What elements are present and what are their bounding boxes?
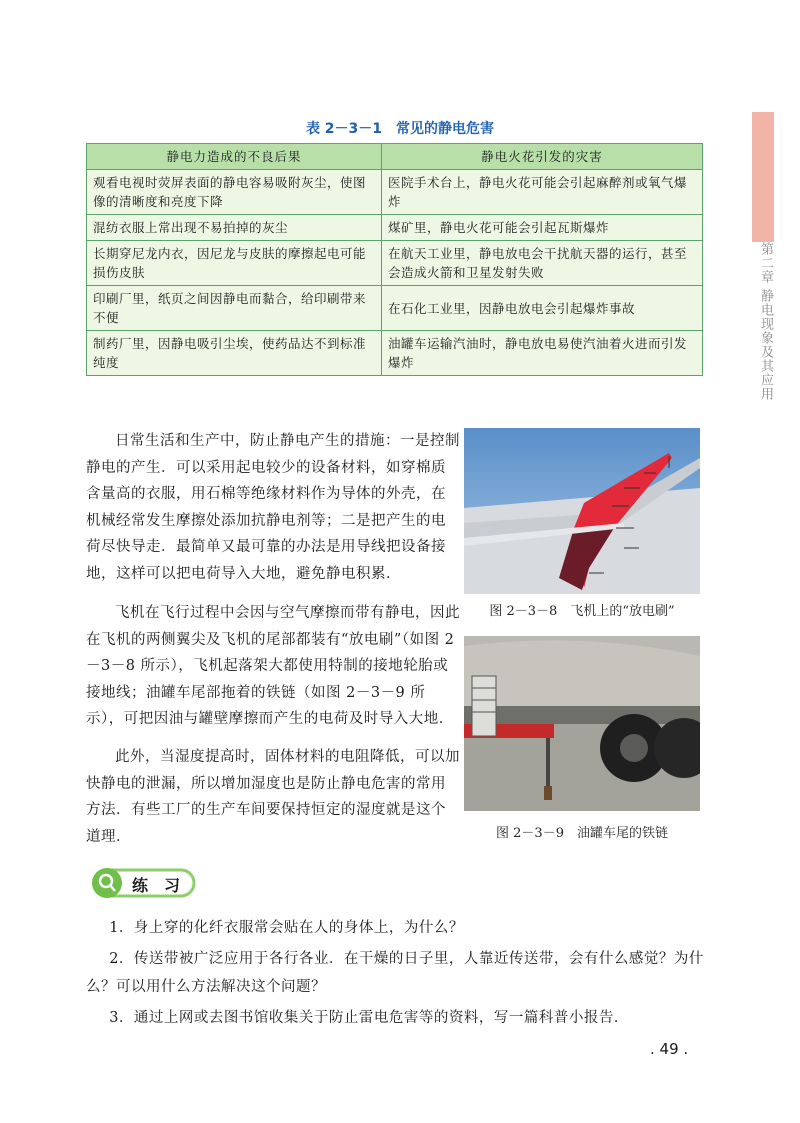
body-paragraph <box>86 428 460 587</box>
table-header-cell: 静电力造成的不良后果 <box>87 144 382 170</box>
table-cell: 混纺衣服上常出现不易拍掉的灰尘 <box>87 215 382 241</box>
table-cell: 医院手术台上，静电火花可能会引起麻醉剂或氧气爆炸 <box>382 170 703 215</box>
practice-title: 练 习 <box>132 876 181 895</box>
table-cell: 煤矿里，静电火花可能会引起瓦斯爆炸 <box>382 215 703 241</box>
paragraph-text: 飞机在飞行过程中会因与空气摩擦而带有静电，因此在飞机的两侧翼尖及飞机的尾部都装有“放电刷”（如图 2－3－8 所示），飞机起落架大都使用特制的接地轮胎或接地线；油罐车尾部拖着的铁链（如图 2－3－9 所示），可把因油与罐壁摩擦而产生的电荷及时导入大地． <box>86 605 460 727</box>
hazards-table <box>86 143 703 376</box>
airplane-wing-photo <box>464 428 700 594</box>
practice-questions <box>86 914 706 1035</box>
figure-caption: 图 2－3－8 飞机上的“放电刷” <box>489 604 675 619</box>
table-row <box>87 331 703 376</box>
paragraph-text: 日常生活和生产中，防止静电产生的措施：一是控制静电的产生．可以采用起电较少的设备材料，如穿棉质含量高的衣服，用石棉等绝缘材料作为导体的外壳，在机械经常发生摩擦处添加抗静电剂等；二是把产生的电荷尽快导走．最简单又最可靠的办法是用导线把设备接地，这样可以把电荷导入大地，避免静电积累． <box>86 433 460 582</box>
table-cell: 在石化工业里，因静电放电会引起爆炸事故 <box>382 286 703 331</box>
table-caption: 表 2－3－1 常见的静电危害 <box>305 121 495 137</box>
tank-truck-photo <box>464 636 700 811</box>
table-cell: 印刷厂里，纸页之间因静电而黏合，给印刷带来不便 <box>87 286 382 331</box>
table-cell: 长期穿尼龙内衣，因尼龙与皮肤的摩擦起电可能损伤皮肤 <box>87 241 382 286</box>
body-paragraph <box>86 600 460 733</box>
table-row <box>87 286 703 331</box>
table-header-cell: 静电火花引发的灾害 <box>382 144 703 170</box>
table-cell: 制药厂里，因静电吸引尘埃，使药品达不到标准纯度 <box>87 331 382 376</box>
table-row <box>87 170 703 215</box>
table-cell: 在航天工业里，静电放电会干扰航天器的运行，甚至会造成火箭和卫星发射失败 <box>382 241 703 286</box>
figure-caption: 图 2－3－9 油罐车尾的铁链 <box>496 826 668 841</box>
table-cell: 油罐车运输汽油时，静电放电易使汽油着火进而引发爆炸 <box>382 331 703 376</box>
page-number: . 49 . <box>650 1040 689 1058</box>
question-item: 1．身上穿的化纤衣服常会贴在人的身体上，为什么？ <box>109 920 464 936</box>
body-paragraph <box>86 744 460 850</box>
table-row <box>87 215 703 241</box>
table-row <box>87 241 703 286</box>
table-cell: 观看电视时荧屏表面的静电容易吸附灰尘，使图像的清晰度和亮度下降 <box>87 170 382 215</box>
question-item: 3．通过上网或去图书馆收集关于防止雷电危害等的资料，写一篇科普小报告． <box>109 1010 629 1026</box>
side-tab-text: 第二章 静电现象及其应用 <box>758 242 773 402</box>
practice-badge <box>90 866 198 900</box>
paragraph-text: 此外，当湿度提高时，固体材料的电阻降低，可以加快静电的泄漏，所以增加湿度也是防止静电危害的常用方法．有些工厂的生产车间要保持恒定的湿度就是这个道理． <box>86 749 460 845</box>
question-item: 2．传送带被广泛应用于各行各业．在干燥的日子里，人靠近传送带，会有什么感觉？为什么？可以用什么方法解决这个问题？ <box>86 951 704 995</box>
table-header-row <box>87 144 703 170</box>
